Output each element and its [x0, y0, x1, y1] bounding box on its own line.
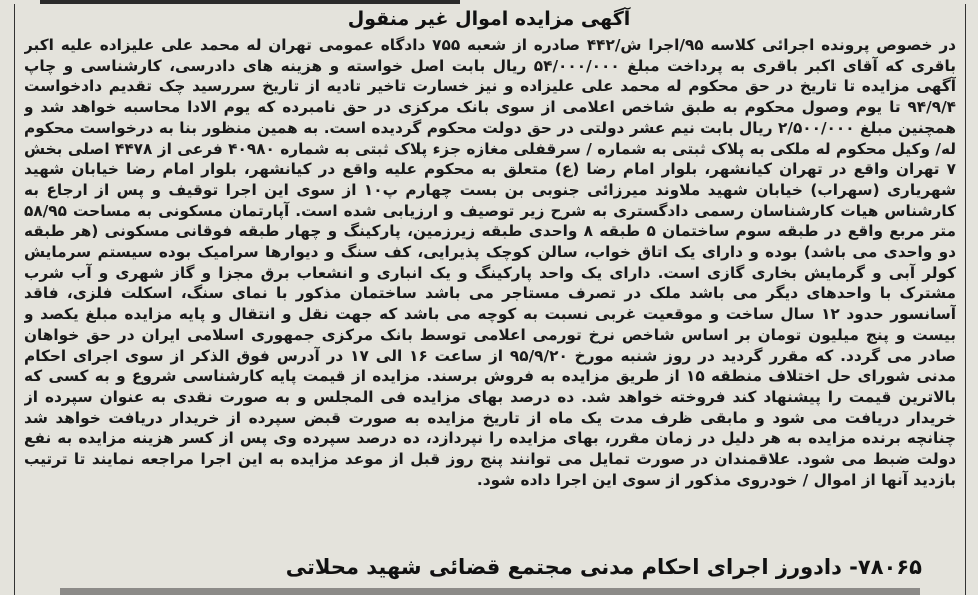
notice-footer-signature: ۷۸۰۶۵- دادورز اجرای احکام مدنی مجتمع قضائی شهید محلاتی [285, 555, 922, 579]
notice-body: در خصوص پرونده اجرائی کلاسه ۹۵/اجرا ش/۴۴۲ صادره از شعبه ۷۵۵ دادگاه عمومی تهران له محمد علی علیزاده علیه اکبر باقری که آقای اکبر باقری به پرداخت مبلغ ۵۴/۰۰۰/۰۰۰ ریال بابت اصل خواسته و هزینه های دادرسی، کارشناسی و چاپ آگهی مزایده تا تاریخ در حق محکوم له محمد علی علیزاده و نیز خسارت تاخیر تادیه از تاریخ سررسید چک تقدیم دادخواست ۹۴/۹/۴ تا یوم وصول محکوم به طبق شاخص اعلامی از سوی بانک مرکزی در حق نامبرده که یوم الادا محاسبه خواهد شد و همچنین مبلغ ۲/۵۰۰/۰۰۰ ریال بابت نیم عشر دولتی در حق دولت محکوم گردیده است. به همین منظور بنا به درخواست محکوم له/ وکیل محکوم له ملکی به پلاک ثبتی به شماره / سرقفلی مغازه جزء پلاک ثبتی به شماره ۴۰۹۸۰ فرعی از ۴۴۷۸ اصلی بخش ۷ تهران واقع در تهران کیانشهر، بلوار امام رضا (ع) متعلق به محکوم علیه واقع در کیانشهر، بلوار امام رضا خیابان شهید شهریاری (سهراب) خیابان شهید ملاوند میرزائی جنوبی بن بست چهارم پ۱۰ از سوی این اجرا توقیف و پس از ارجاع به کارشناس هیات کارشناسان رسمی دادگستری به شرح زیر توصیف و ارزیابی شده است. آپارتمان مسکونی به مساحت ۵۸/۹۵ متر مربع واقع در طبقه سوم ساختمان ۵ طبقه ۸ واحدی طبقه زیرزمین، پارکینگ و چهار طبقه فوقانی مسکونی (هر طبقه دو واحدی می باشد) بوده و دارای یک اتاق خواب، سالن کوچک پذیرایی، کف سنگ و دیوارها سرامیک بوده سیستم سرمایش کولر آبی و گرمایش بخاری گازی است. دارای یک واحد پارکینگ و یک انباری و انشعاب برق مجزا و گاز شهری و آب شرب مشترک با واحدهای دیگر می باشد ملک در تصرف مستاجر می باشد ساختمان مذکور با نمای سنگ، اسکلت فلزی، فاقد آسانسور حدود ۱۲ سال ساخت و موقعیت غربی نسبت به کوچه می باشد که جهت نقل و انتقال و پایه مزایده مبلغ یکصد و بیست و پنج میلیون تومان بر اساس شاخص نرخ تورمی اعلامی توسط بانک مرکزی جمهوری اسلامی ایران در حق خواهان صادر می گردد. که مقرر گردید در روز شنبه مورخ ۹۵/۹/۲۰ از ساعت ۱۶ الی ۱۷ در آدرس فوق الذکر از سوی اجرای احکام مدنی شورای حل اختلاف منطقه ۱۵ از طریق مزایده به فروش برسند. مزایده از قیمت پایه کارشناسی شروع و به کسی که بالاترین قیمت را پیشنهاد کند فروخته خواهد شد. ده درصد بهای مزایده فی المجلس و به صورت نقدی به عنوان سپرده از خریدار دریافت می شود و مابقی ظرف مدت یک ماه از تاریخ مزایده به صورت قبض سپرده از خریدار دریافت خواهد شد چنانچه برنده مزایده به هر دلیل در زمان مقرر، بهای مزایده را نپردازد، ده درصد سپرده وی پس از کسر هزینه مزایده به نفع دولت ضبط می شود. علاقمندان در صورت تمایل می توانند پنج روز قبل از موعد مزایده به این اجرا مراجعه نمایند تا ترتیب بازدید آنها از اموال / خودروی مذکور از سوی این اجرا داده شود. [24, 36, 956, 489]
next-ad-cut-edge [60, 588, 920, 595]
notice-title: آگهی مزایده اموال غیر منقول [347, 8, 631, 30]
